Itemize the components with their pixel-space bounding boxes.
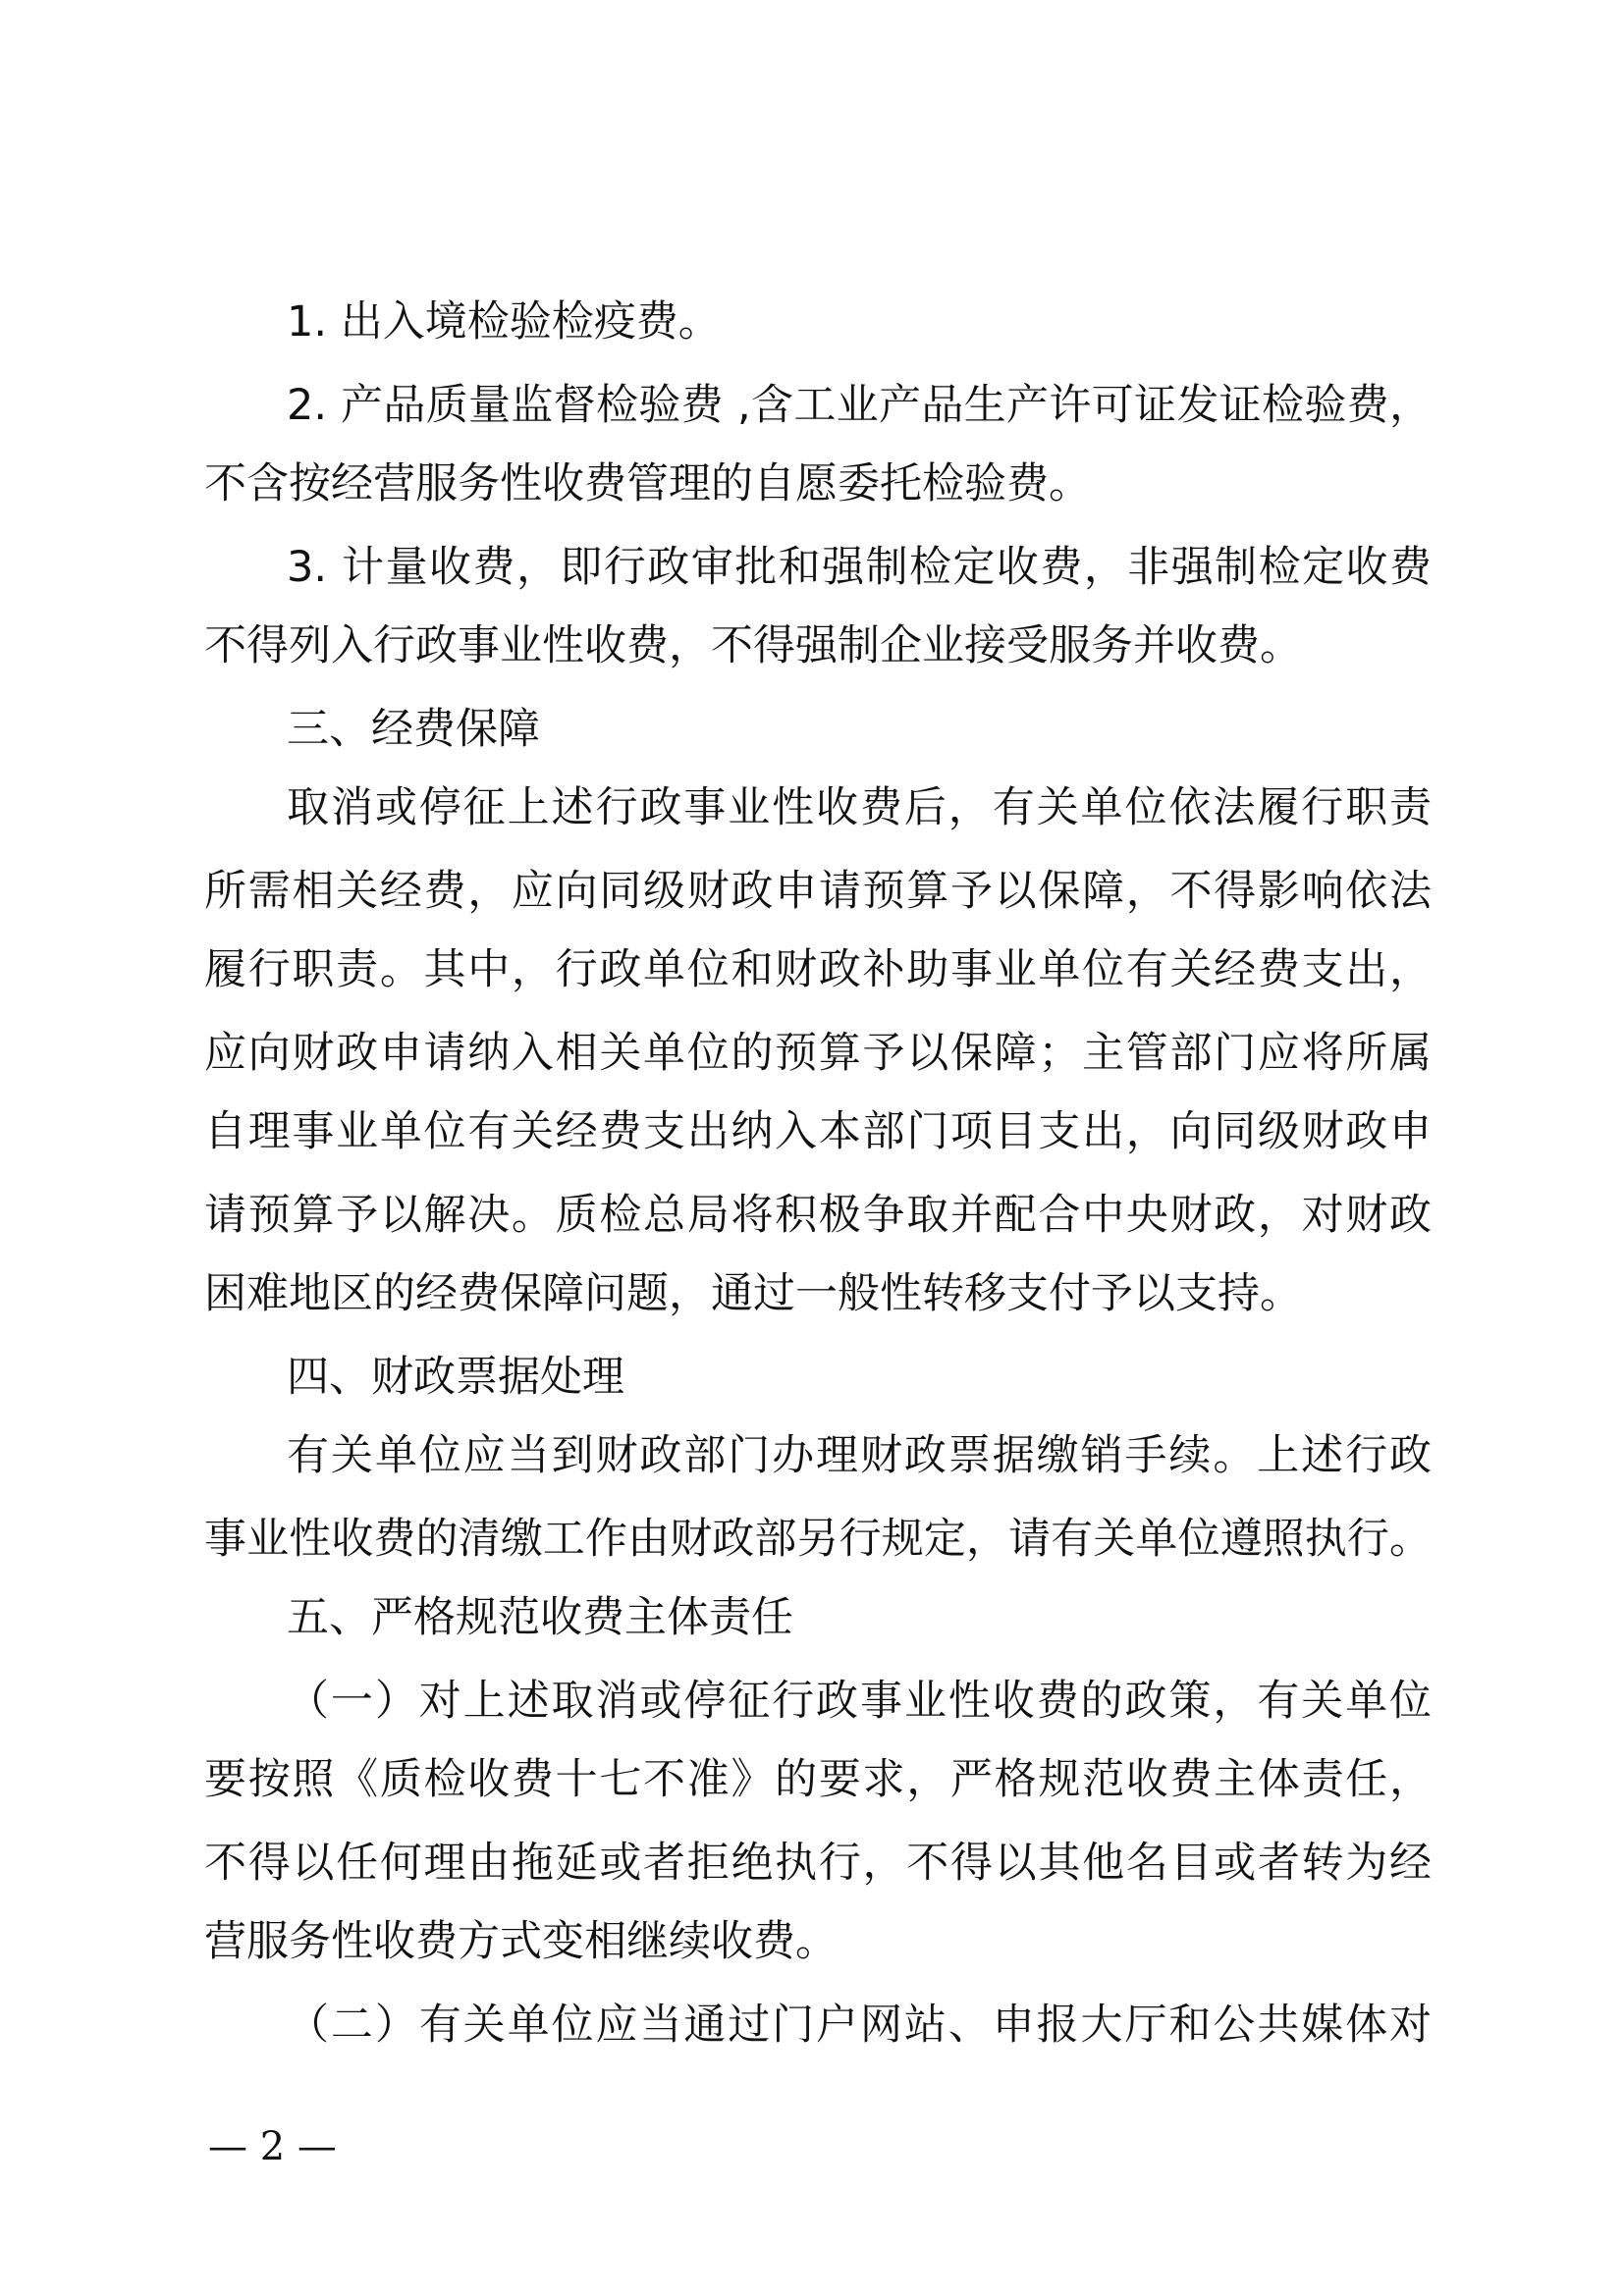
responsibility-item-1-line-4: 营服务性收费方式变相继续收费。 <box>204 1917 838 1966</box>
responsibility-item-2-line-1: （二）有关单位应当通过门户网站、申报大厅和公共媒体对 <box>287 2001 1432 2050</box>
item-2-text-line-1: 2. 产品质量监督检验费 ,含工业产品生产许可证发证检验费， <box>287 381 1432 430</box>
responsibility-item-1-line-2: 要按照《质检收费十七不准》的要求，严格规范收费主体责任， <box>204 1755 1432 1804</box>
funding-paragraph-line-6: 请预算予以解决。质检总局将积极争取并配合中央财政，对财政 <box>204 1191 1432 1240</box>
funding-paragraph-line-4: 应向财政申请纳入相关单位的预算予以保障；主管部门应将所属 <box>204 1029 1432 1078</box>
fiscal-receipts-paragraph-line-1: 有关单位应当到财政部门办理财政票据缴销手续。上述行政 <box>287 1431 1432 1480</box>
page-number: — 2 — <box>208 2124 337 2169</box>
funding-paragraph-line-1: 取消或停征上述行政事业性收费后，有关单位依法履行职责 <box>287 783 1432 832</box>
item-1-text: 1. 出入境检验检疫费。 <box>287 297 721 347</box>
item-2-text-line-2: 不含按经营服务性收费管理的自愿委托检验费。 <box>204 459 1091 508</box>
fiscal-receipts-paragraph-line-2: 事业性收费的清缴工作由财政部另行规定，请有关单位遵照执行。 <box>204 1515 1432 1564</box>
funding-paragraph-line-2: 所需相关经费，应向同级财政申请预算予以保障，不得影响依法 <box>204 867 1432 916</box>
responsibility-item-1-line-1: （一）对上述取消或停征行政事业性收费的政策，有关单位 <box>287 1677 1432 1726</box>
funding-paragraph-line-5: 自理事业单位有关经费支出纳入本部门项目支出，向同级财政申 <box>204 1107 1432 1156</box>
section-heading-responsibility: 五、严格规范收费主体责任 <box>287 1593 793 1642</box>
section-heading-fiscal-receipts: 四、财政票据处理 <box>287 1353 624 1402</box>
responsibility-item-1-line-3: 不得以任何理由拖延或者拒绝执行，不得以其他名目或者转为经 <box>204 1839 1432 1888</box>
item-3-text-line-2: 不得列入行政事业性收费，不得强制企业接受服务并收费。 <box>204 621 1302 670</box>
funding-paragraph-line-3: 履行职责。其中，行政单位和财政补助事业单位有关经费支出， <box>204 945 1432 994</box>
item-3-text-line-1: 3. 计量收费，即行政审批和强制检定收费，非强制检定收费 <box>287 543 1432 592</box>
section-heading-funding: 三、经费保障 <box>287 705 540 754</box>
funding-paragraph-line-7: 困难地区的经费保障问题，通过一般性转移支付予以支持。 <box>204 1269 1302 1318</box>
